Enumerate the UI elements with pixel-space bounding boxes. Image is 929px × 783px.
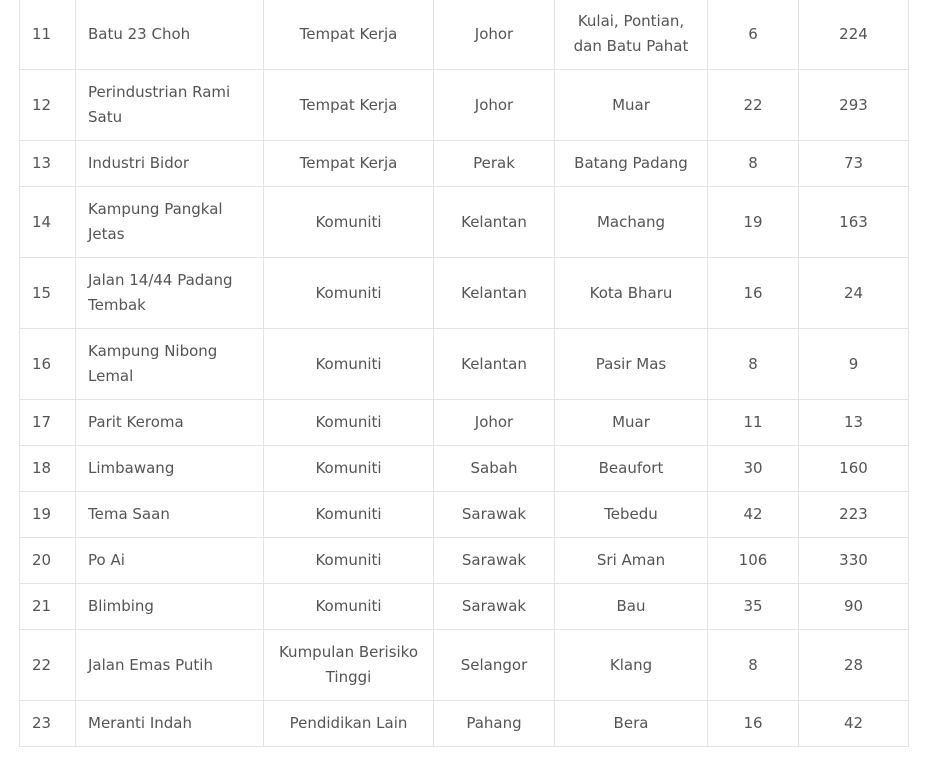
cell-district: Kulai, Pontian, dan Batu Pahat	[555, 0, 708, 70]
cell-state: Sarawak	[434, 538, 555, 584]
cell-category: Komuniti	[264, 584, 434, 630]
cell-category: Tempat Kerja	[264, 141, 434, 187]
table-row	[20, 187, 909, 258]
cluster-table-body	[20, 0, 909, 747]
cell-state: Perak	[434, 141, 555, 187]
cell-total-cases: 224	[799, 0, 909, 70]
cell-district: Pasir Mas	[555, 329, 708, 400]
cell-district: Beaufort	[555, 446, 708, 492]
cell-category: Kumpulan Berisiko Tinggi	[264, 630, 434, 701]
cell-no: 20	[20, 538, 76, 584]
cell-category: Pendidikan Lain	[264, 701, 434, 747]
cell-category: Tempat Kerja	[264, 70, 434, 141]
cell-state: Sarawak	[434, 584, 555, 630]
cell-new-cases: 11	[708, 400, 799, 446]
cell-state: Sabah	[434, 446, 555, 492]
cell-new-cases: 8	[708, 329, 799, 400]
cell-new-cases: 8	[708, 630, 799, 701]
table-row	[20, 492, 909, 538]
cell-category: Komuniti	[264, 538, 434, 584]
cell-total-cases: 160	[799, 446, 909, 492]
cell-total-cases: 73	[799, 141, 909, 187]
cell-cluster-name: Limbawang	[76, 446, 264, 492]
cell-state: Kelantan	[434, 187, 555, 258]
cell-new-cases: 8	[708, 141, 799, 187]
cell-total-cases: 90	[799, 584, 909, 630]
cell-no: 14	[20, 187, 76, 258]
cell-district: Machang	[555, 187, 708, 258]
cell-cluster-name: Po Ai	[76, 538, 264, 584]
cell-district: Bau	[555, 584, 708, 630]
cell-category: Komuniti	[264, 492, 434, 538]
table-row	[20, 258, 909, 329]
cell-cluster-name: Batu 23 Choh	[76, 0, 264, 70]
cell-state: Sarawak	[434, 492, 555, 538]
cell-no: 12	[20, 70, 76, 141]
cell-state: Selangor	[434, 630, 555, 701]
cell-total-cases: 163	[799, 187, 909, 258]
cell-new-cases: 6	[708, 0, 799, 70]
table-row	[20, 70, 909, 141]
table-row	[20, 329, 909, 400]
cell-state: Johor	[434, 70, 555, 141]
cell-total-cases: 223	[799, 492, 909, 538]
cell-no: 23	[20, 701, 76, 747]
cell-new-cases: 106	[708, 538, 799, 584]
cell-no: 15	[20, 258, 76, 329]
cell-state: Kelantan	[434, 258, 555, 329]
table-row	[20, 701, 909, 747]
cell-district: Batang Padang	[555, 141, 708, 187]
cell-cluster-name: Jalan 14/44 Padang Tembak	[76, 258, 264, 329]
cell-new-cases: 16	[708, 258, 799, 329]
cell-new-cases: 16	[708, 701, 799, 747]
cell-new-cases: 22	[708, 70, 799, 141]
cell-state: Johor	[434, 400, 555, 446]
cell-state: Pahang	[434, 701, 555, 747]
table-row	[20, 400, 909, 446]
cell-new-cases: 42	[708, 492, 799, 538]
table-row	[20, 141, 909, 187]
cell-district: Kota Bharu	[555, 258, 708, 329]
cell-district: Muar	[555, 400, 708, 446]
cell-category: Komuniti	[264, 258, 434, 329]
cell-no: 21	[20, 584, 76, 630]
cell-total-cases: 13	[799, 400, 909, 446]
table-row	[20, 0, 909, 70]
cell-total-cases: 9	[799, 329, 909, 400]
cell-district: Muar	[555, 70, 708, 141]
cell-category: Komuniti	[264, 329, 434, 400]
cell-no: 13	[20, 141, 76, 187]
cell-district: Tebedu	[555, 492, 708, 538]
cell-district: Sri Aman	[555, 538, 708, 584]
cell-no: 16	[20, 329, 76, 400]
cell-total-cases: 42	[799, 701, 909, 747]
cell-category: Komuniti	[264, 446, 434, 492]
cell-district: Bera	[555, 701, 708, 747]
cell-no: 22	[20, 630, 76, 701]
cell-cluster-name: Tema Saan	[76, 492, 264, 538]
cell-new-cases: 30	[708, 446, 799, 492]
table-row	[20, 538, 909, 584]
table-row	[20, 630, 909, 701]
cell-cluster-name: Kampung Nibong Lemal	[76, 329, 264, 400]
table-row	[20, 584, 909, 630]
cell-cluster-name: Blimbing	[76, 584, 264, 630]
cluster-table	[19, 0, 909, 747]
cell-no: 17	[20, 400, 76, 446]
cell-total-cases: 24	[799, 258, 909, 329]
cell-cluster-name: Parit Keroma	[76, 400, 264, 446]
cell-total-cases: 28	[799, 630, 909, 701]
cell-category: Tempat Kerja	[264, 0, 434, 70]
table-row	[20, 446, 909, 492]
cell-total-cases: 330	[799, 538, 909, 584]
cell-category: Komuniti	[264, 187, 434, 258]
cell-state: Johor	[434, 0, 555, 70]
cell-no: 19	[20, 492, 76, 538]
cell-no: 11	[20, 0, 76, 70]
cell-cluster-name: Perindustrian Rami Satu	[76, 70, 264, 141]
cell-cluster-name: Meranti Indah	[76, 701, 264, 747]
cell-new-cases: 35	[708, 584, 799, 630]
cell-cluster-name: Kampung Pangkal Jetas	[76, 187, 264, 258]
cell-district: Klang	[555, 630, 708, 701]
cell-new-cases: 19	[708, 187, 799, 258]
cell-total-cases: 293	[799, 70, 909, 141]
cell-cluster-name: Industri Bidor	[76, 141, 264, 187]
cell-state: Kelantan	[434, 329, 555, 400]
cell-no: 18	[20, 446, 76, 492]
cell-cluster-name: Jalan Emas Putih	[76, 630, 264, 701]
cell-category: Komuniti	[264, 400, 434, 446]
